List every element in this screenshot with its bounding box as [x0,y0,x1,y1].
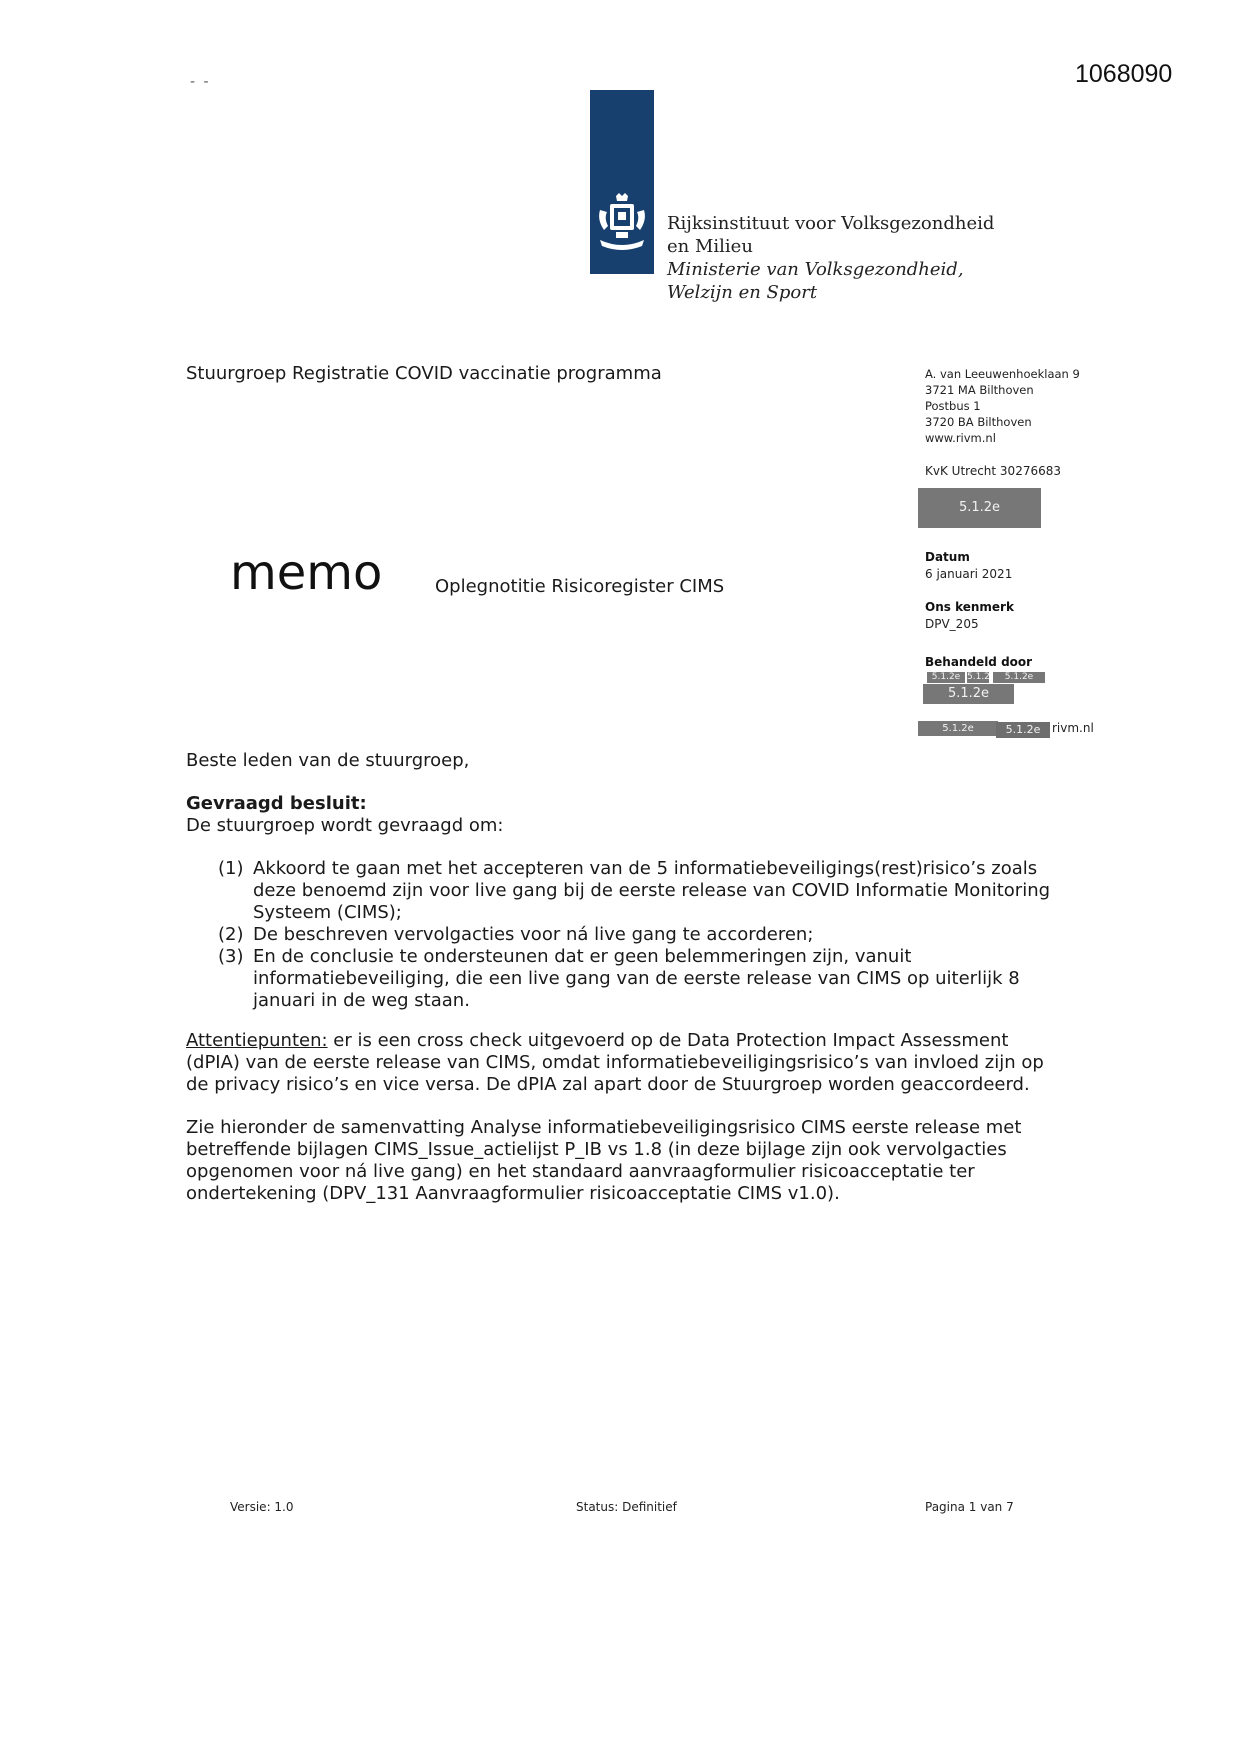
redaction-block: 5.1.2e [918,488,1041,528]
list-item-text: De beschreven vervolgacties voor ná live gang te accorderen; [253,924,814,945]
redaction-block: 5.1.2e [923,684,1014,704]
org-line-3: Ministerie van Volksgezondheid, [667,259,964,280]
list-item-number: (3) [218,946,244,967]
address-postbus: Postbus 1 [925,399,981,413]
list-item-number: (2) [218,924,244,945]
behandeld-label: Behandeld door [925,655,1033,669]
attentie-paragraph [186,1030,1066,1096]
org-line-1: Rijksinstituut voor Volksgezondheid [667,213,995,234]
address-postcity: 3720 BA Bilthoven [925,415,1032,429]
email-domain: rivm.nl [1052,721,1094,735]
kenmerk-value: DPV_205 [925,617,979,631]
besluit-intro: De stuurgroep wordt gevraagd om: [186,815,504,836]
org-line-4: Welzijn en Sport [667,282,818,303]
kenmerk-label: Ons kenmerk [925,600,1014,614]
footer-version: Versie: 1.0 [230,1500,294,1514]
datum-label: Datum [925,550,970,564]
list-item-text: En de conclusie te ondersteunen dat er geen belemmeringen zijn, vanuit informatiebeveiliging, die een live gang van de eerste release van CIMS op uiterlijk 8 januari in de weg staan. [253,946,1020,1011]
document-id: 1068090 [1075,60,1173,88]
footer-page: Pagina 1 van 7 [925,1500,1014,1514]
royal-crest-icon [596,192,648,252]
organisation-name [667,212,994,304]
address-block [925,366,1080,446]
besluit-heading: Gevraagd besluit: [186,793,367,814]
redaction-small: 5.1.2 [967,672,990,682]
datum-value: 6 januari 2021 [925,567,1013,581]
redaction-small: 5.1.2e [993,672,1045,683]
redaction-block: 5.1.2e [996,722,1050,738]
org-line-2: en Milieu [667,236,753,257]
attentie-text: er is een cross check uitgevoerd op de Data Protection Impact Assessment (dPIA) van de eerste release van CIMS, omdat informatiebeveiligingsrisico’s van invloed zijn op de privacy risico’s en vice versa. De dPIA zal apart door de Stuurgroep worden geaccordeerd. [186,1030,1044,1095]
government-logo-bar [590,90,654,274]
list-item [218,858,1068,924]
memo-title: memo [230,545,383,601]
list-item [218,946,1068,1012]
address-website: www.rivm.nl [925,431,996,445]
address-city: 3721 MA Bilthoven [925,383,1034,397]
list-item-number: (1) [218,858,244,879]
kvk-number: KvK Utrecht 30276683 [925,464,1061,478]
footer-status: Status: Definitief [576,1500,677,1514]
redaction-block: 5.1.2e [918,721,998,736]
attentie-label: Attentiepunten: [186,1030,328,1051]
memo-subject: Oplegnotitie Risicoregister CIMS [435,576,725,597]
margin-marks: - - [190,74,211,90]
decision-list [218,858,1068,1012]
greeting: Beste leden van de stuurgroep, [186,750,470,771]
addressee: Stuurgroep Registratie COVID vaccinatie programma [186,363,662,384]
list-item [218,924,1068,946]
summary-paragraph: Zie hieronder de samenvatting Analyse informatiebeveiligingsrisico CIMS eerste release met betreffende bijlagen CIMS_Issue_actielijst P_IB vs 1.8 (in deze bijlage zijn ook vervolgacties opgenomen voor ná live gang) en het standaard aanvraagformulier risicoacceptatie ter ondertekening (DPV_131 Aanvraagformulier risicoacceptatie CIMS v1.0). [186,1117,1022,1204]
list-item-text: Akkoord te gaan met het accepteren van de 5 informatiebeveiligings(rest)risico’s zoals deze benoemd zijn voor live gang bij de eerste release van COVID Informatie Monitoring Systeem (CIMS); [253,858,1051,923]
redaction-small: 5.1.2e [927,672,965,683]
address-street: A. van Leeuwenhoeklaan 9 [925,367,1080,381]
